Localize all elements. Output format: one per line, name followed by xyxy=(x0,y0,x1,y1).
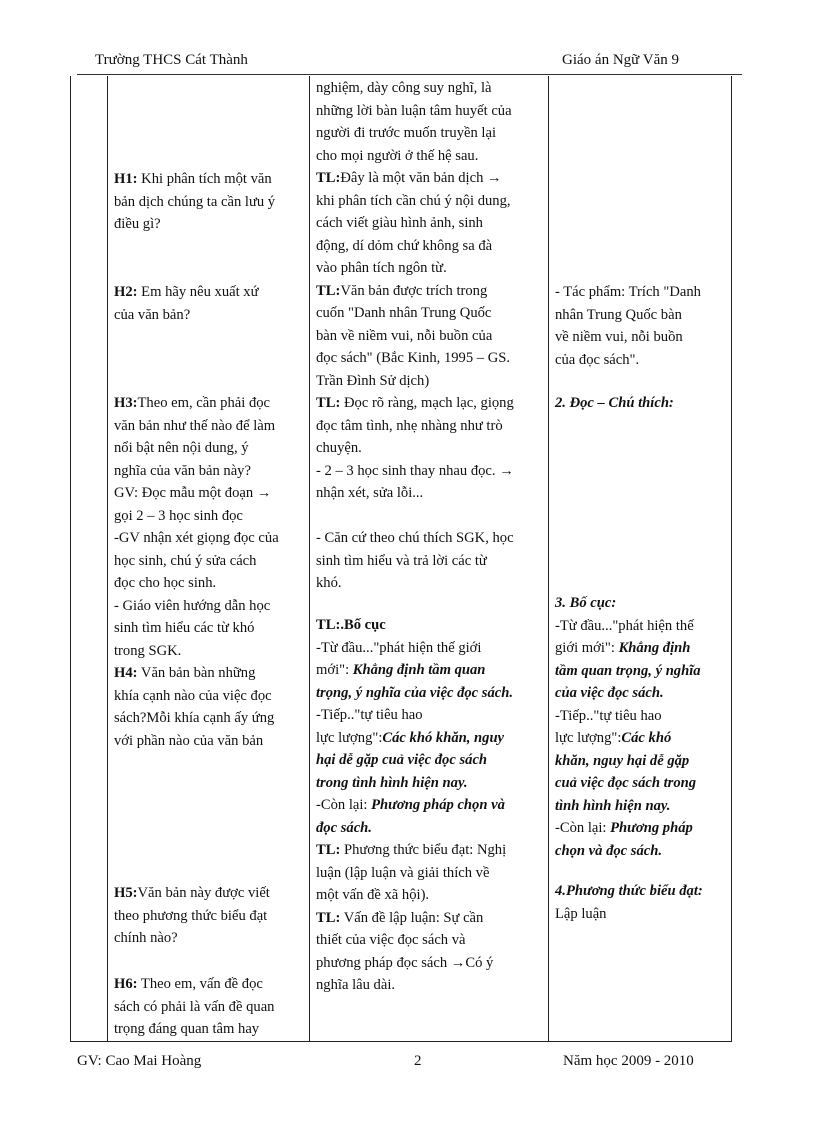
footer-school-year: Năm học 2009 - 2010 xyxy=(563,1053,694,1069)
table-border-left xyxy=(70,76,71,1041)
note-section-3: 3. Bố cục: -Từ đầu..."phát hiện thế giới mới": Khẳng định tầm quan trọng, ý nghĩa của việc đọc sách. -Tiếp.."tự tiêu hao lực lượng":Các khó khăn, nguy hại dễ gặp cuả việc đọc sách trong tình hình hiện nay. -Còn lại: Phương pháp chọn và đọc sách. xyxy=(555,595,701,859)
note-section-2: 2. Đọc – Chú thích: xyxy=(555,395,674,411)
header-subject: Giáo án Ngữ Văn 9 xyxy=(562,52,679,68)
answer-structure: TL:.Bố cục -Từ đầu..."phát hiện thế giới mới": Khẳng định tầm quan trọng, ý nghĩa của việc đọc sách. -Tiếp.."tự tiêu hao lực lượng":Các khó khăn, nguy hại dễ gặp cuả việc đọc sách trong tình hình hiện nay. -Còn lại: Phương pháp chọn và đọc sách. TL: Phương thức biểu đạt: Nghị luận (lập luận và giải thích về một vấn đề xã hội). TL: Vấn đề lập luận: Sự cần thiết của việc đọc sách và phương pháp đọc sách →Có ý nghĩa lâu dài. xyxy=(316,617,514,993)
table-divider-3 xyxy=(548,76,549,1041)
table-divider-1 xyxy=(107,76,108,1041)
question-h2: H2: Em hãy nêu xuất xứ của văn bản? xyxy=(114,284,259,323)
question-h5: H5:Văn bản này được viết theo phương thức biểu đạt chính nào? xyxy=(114,885,270,946)
note-origin: - Tác phẩm: Trích "Danh nhân Trung Quốc bàn về niềm vui, nỗi buồn của đọc sách". xyxy=(555,284,701,368)
header-school: Trường THCS Cát Thành xyxy=(95,52,248,68)
footer-teacher: GV: Cao Mai Hoàng xyxy=(77,1053,202,1069)
question-h6: H6: Theo em, vấn đề đọc sách có phải là vấn đề quan trọng đáng quan tâm hay xyxy=(114,976,275,1037)
table-border-right xyxy=(731,76,732,1041)
question-h3: H3:Theo em, cần phải đọc văn bản như thế nào để làm nổi bật nên nội dung, ý nghĩa của văn bản này? GV: Đọc mẫu một đoạn → gọi 2 – 3 học sinh đọc -GV nhận xét giọng đọc của học sinh, chú ý sửa cách đọc cho học sinh. - Giáo viên hướng dẫn học sinh tìm hiểu các từ khó trong SGK. H4: Văn bản bàn những khía cạnh nào của việc đọc sách?Mỗi khía cạnh ấy ứng với phần nào của văn bản xyxy=(114,395,279,749)
footer-page-number: 2 xyxy=(414,1053,422,1069)
answer-column: nghiệm, dày công suy nghĩ, là những lời bàn luận tâm huyết của người đi trước muốn truyền lại cho mọi người ở thế hệ sau. TL:Đây là một văn bản dịch → khi phân tích cần chú ý nội dung, cách viết giàu hình ảnh, sinh động, dí dỏm chứ không sa đà vào phân tích ngôn từ. TL:Văn bản được trích trong cuốn "Danh nhân Trung Quốc bàn về niềm vui, nỗi buồn của đọc sách" (Bắc Kinh, 1995 – GS. Trần Đình Sử dịch) xyxy=(316,80,512,389)
question-h1: H1: Khi phân tích một văn bản dịch chúng ta cần lưu ý điều gì? xyxy=(114,171,276,232)
table-border-bottom xyxy=(70,1041,732,1042)
answer-reading: TL: Đọc rõ ràng, mạch lạc, giọng đọc tâm tình, nhẹ nhàng như trò chuyện. - 2 – 3 học sinh thay nhau đọc. → nhận xét, sửa lỗi... - Căn cứ theo chú thích SGK, học sinh tìm hiểu và trả lời các từ khó. xyxy=(316,395,514,591)
table-divider-2 xyxy=(309,76,310,1041)
note-section-4: 4.Phương thức biểu đạt: Lập luận xyxy=(555,883,703,922)
header-rule xyxy=(77,74,742,75)
